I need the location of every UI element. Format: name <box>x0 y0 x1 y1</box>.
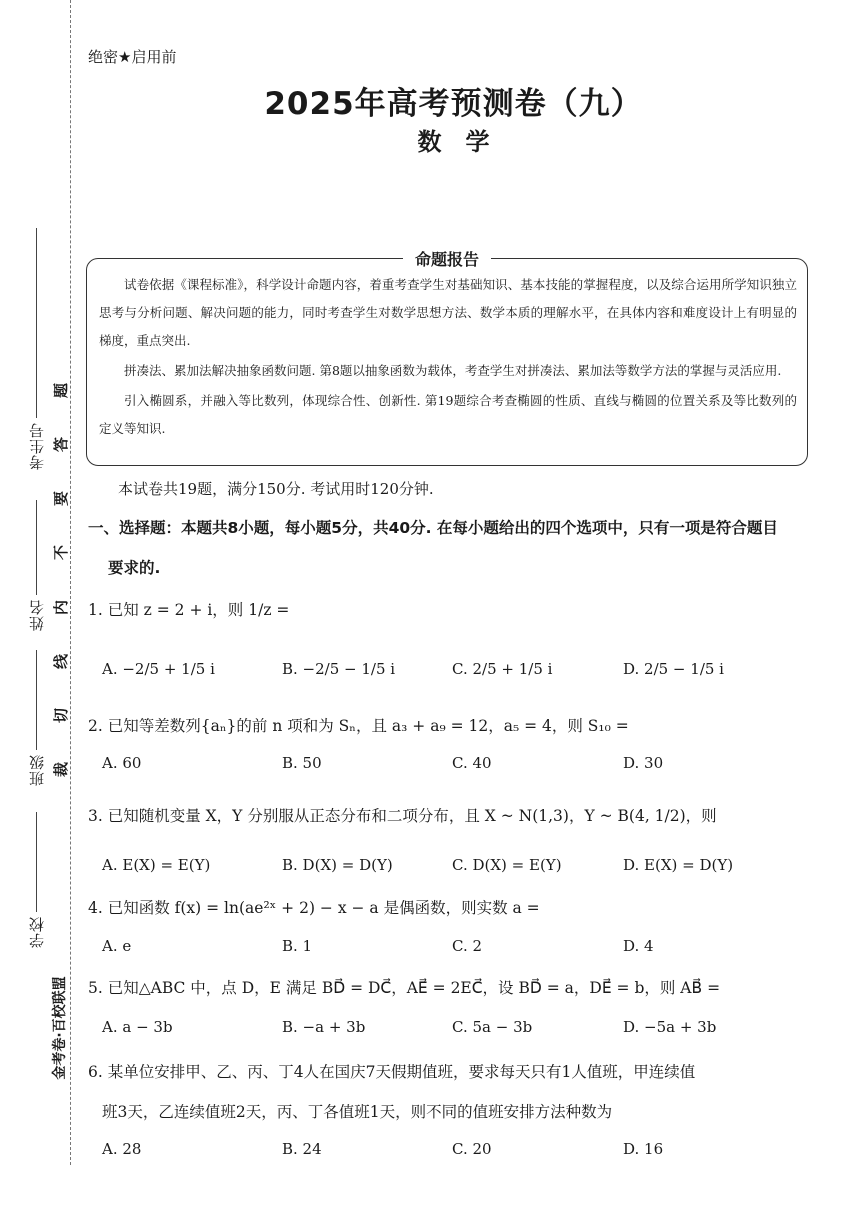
binding-margin <box>0 0 80 1226</box>
option-d: D. 2/5 − 1/5 i <box>623 660 724 678</box>
option-a: A. 60 <box>102 754 142 772</box>
warning-char: 题 <box>52 382 71 399</box>
option-b: B. −a + 3b <box>282 1018 366 1036</box>
name-label: 姓名 <box>27 599 46 631</box>
option-c: C. 2 <box>452 937 483 955</box>
student-id-rule <box>36 228 37 418</box>
question-6-stem-continued: 班3天，乙连续值班2天，丙、丁各值班1天，则不同的值班安排方法种数为 <box>102 1103 613 1121</box>
report-box <box>86 250 808 466</box>
option-c: C. 2/5 + 1/5 i <box>452 660 553 678</box>
option-b: B. 24 <box>282 1140 322 1158</box>
name-field <box>18 500 54 631</box>
school-rule <box>36 812 37 912</box>
no-answer-warning <box>50 380 72 780</box>
class-field <box>18 650 54 786</box>
option-c: C. 40 <box>452 754 492 772</box>
option-a: A. E(X) = E(Y) <box>102 856 211 874</box>
option-d: D. 16 <box>623 1140 664 1158</box>
report-paragraph: 引入椭圆系，并融入等比数列，体现综合性、创新性. 第19题综合考查椭圆的性质、直线与椭圆的位置关系及等比数列的定义等知识. <box>99 393 797 436</box>
page-title: 2025年高考预测卷（九） <box>264 86 643 122</box>
warning-char: 线 <box>52 653 71 669</box>
brand-label: 金考卷·百校联盟 <box>52 976 68 1080</box>
warning-char: 不 <box>52 545 71 561</box>
section-heading-line2: 要求的. <box>108 559 161 577</box>
class-label: 班级 <box>27 754 46 786</box>
question-4-options <box>102 937 802 967</box>
class-rule <box>36 650 37 750</box>
warning-char: 裁 <box>52 761 71 777</box>
question-5-options <box>102 1018 802 1048</box>
student-id-field <box>18 228 54 470</box>
option-a: A. −2/5 + 1/5 i <box>102 660 215 678</box>
name-rule <box>36 500 37 595</box>
report-title: 命题报告 <box>403 247 491 270</box>
question-6-options <box>102 1140 802 1170</box>
question-3-stem: 3. 已知随机变量 X，Y 分别服从正态分布和二项分布，且 X ~ N(1,3)，Y ~ B(4, 1/2)，则 <box>88 807 717 825</box>
brand-label-wrap <box>48 948 70 1108</box>
option-a: A. e <box>102 937 132 955</box>
option-b: B. −2/5 − 1/5 i <box>282 660 396 678</box>
option-b: B. 50 <box>282 754 322 772</box>
option-a: A. a − 3b <box>102 1018 173 1036</box>
confidential-label: 绝密★启用前 <box>88 48 177 66</box>
option-d: D. 30 <box>623 754 664 772</box>
warning-char: 内 <box>52 599 71 615</box>
option-b: B. D(X) = D(Y) <box>282 856 393 874</box>
exam-info: 本试卷共19题，满分150分. 考试用时120分钟. <box>118 480 434 498</box>
report-paragraph: 试卷依据《课程标准》，科学设计命题内容，着重考查学生对基础知识、基本技能的掌握程度，以及综合运用所学知识独立思考与分析问题、解决问题的能力，同时考查学生对数学思想方法、数学本质的理解水平，在具体内容和难度设计上有明显的梯度，重点突出. <box>99 277 797 348</box>
option-d: D. 4 <box>623 937 654 955</box>
option-c: C. D(X) = E(Y) <box>452 856 562 874</box>
option-a: A. 28 <box>102 1140 142 1158</box>
question-2-options <box>102 754 802 784</box>
question-3-options <box>102 856 802 886</box>
warning-char: 要 <box>52 491 71 507</box>
question-6-stem: 6. 某单位安排甲、乙、丙、丁4人在国庆7天假期值班，要求每天只有1人值班，甲连续值 <box>88 1063 696 1081</box>
school-field <box>18 812 54 948</box>
question-1-options <box>102 660 802 690</box>
option-d: D. −5a + 3b <box>623 1018 717 1036</box>
warning-char: 切 <box>52 707 71 723</box>
option-c: C. 5a − 3b <box>452 1018 533 1036</box>
question-4-stem: 4. 已知函数 f(x) = ln(ae²ˣ + 2) − x − a 是偶函数，则实数 a = <box>88 899 540 917</box>
question-2-stem: 2. 已知等差数列{aₙ}的前 n 项和为 Sₙ，且 a₃ + a₉ = 12，a₅ = 4，则 S₁₀ = <box>88 717 629 735</box>
warning-char: 答 <box>52 437 71 453</box>
option-c: C. 20 <box>452 1140 492 1158</box>
section-heading <box>88 508 828 588</box>
question-1-stem: 1. 已知 z = 2 + i，则 1/z = <box>88 601 290 619</box>
report-paragraph: 拼凑法、累加法解决抽象函数问题. 第8题以抽象函数为载体，考查学生对拼凑法、累加法等数学方法的掌握与灵活应用. <box>124 363 782 378</box>
student-id-label: 考生号 <box>27 422 46 470</box>
question-5-stem: 5. 已知△ABC 中，点 D，E 满足 BD⃗ = DC⃗，AE⃗ = 2EC⃗，设 BD⃗ = a，DE⃗ = b，则 AB⃗ = <box>88 979 721 997</box>
option-b: B. 1 <box>282 937 313 955</box>
option-d: D. E(X) = D(Y) <box>623 856 734 874</box>
section-heading-line1: 一、选择题：本题共8小题，每小题5分，共40分. 在每小题给出的四个选项中，只有一项是符合题目 <box>88 519 778 537</box>
subject-title: 数学 <box>417 128 514 156</box>
school-label: 学校 <box>27 916 46 948</box>
